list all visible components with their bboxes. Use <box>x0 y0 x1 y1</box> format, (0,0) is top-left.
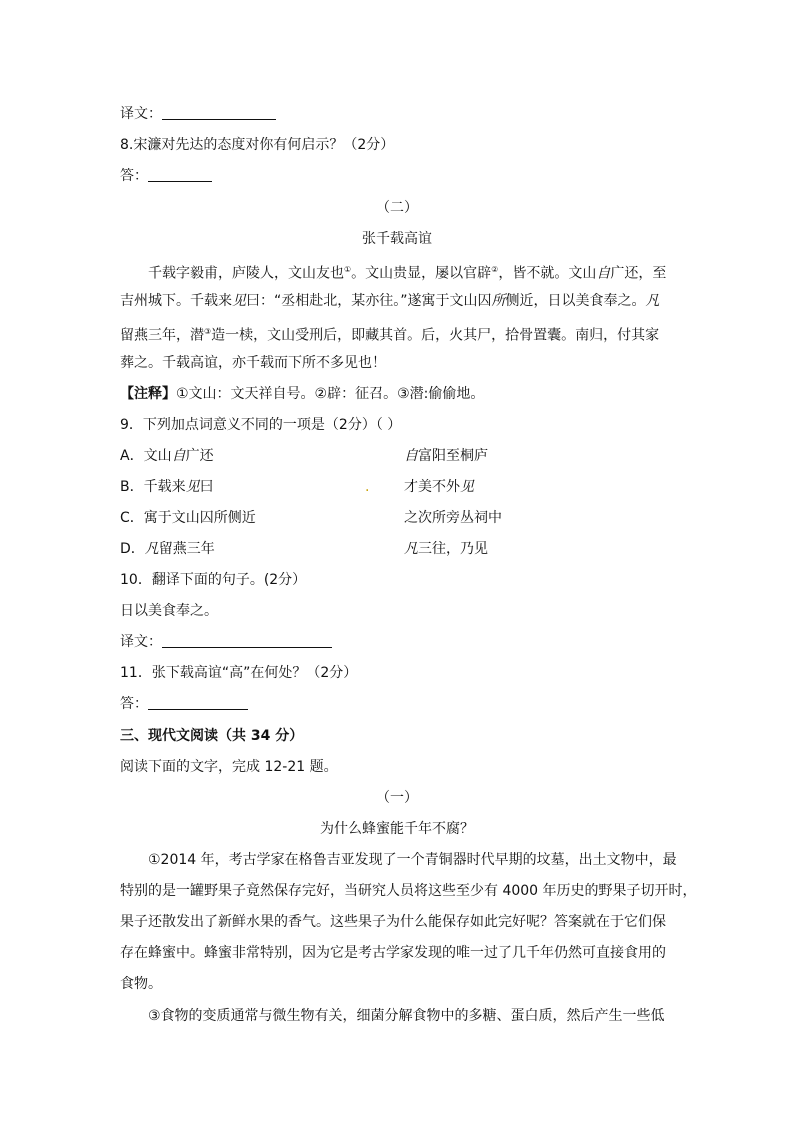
q7-answer-blank[interactable] <box>162 105 276 120</box>
q8-question: 8.宋濂对先达的态度对你有何启示？（2分） <box>120 137 395 153</box>
passage3-line-3: 果子还散发出了新鲜水果的香气。这些果子为什么能保存如此完好呢？答案就在于它们保 <box>120 914 666 930</box>
section2-title: 张千载高谊 <box>362 231 432 247</box>
passage2-line-4: 葬之。千载高谊，亦千载而下所不多见也！ <box>120 355 386 371</box>
q9-question: 9．下列加点词意义不同的一项是（2分）（ ） <box>120 417 402 433</box>
q10-question: 10．翻译下面的句子。(2分） <box>120 572 307 588</box>
q11-answer-blank[interactable] <box>148 695 248 710</box>
passage3-line-1: ①2014 年，考古学家在格鲁吉亚发现了一个青铜器时代早期的坟墓，出土文物中，最 <box>148 852 677 868</box>
q10-sentence: 日以美食奉之。 <box>120 603 218 619</box>
q9-option-a[interactable]: A．文山自广还 自富阳至桐庐 <box>120 448 488 464</box>
passage2-line-3: 留燕三年，潜③造一椟，文山受刑后，即藏其首。后，火其尸，拾骨置囊。南归，付其家 <box>120 327 660 344</box>
passage3-line-6: ③食物的变质通常与微生物有关，细菌分解食物中的多糖、蛋白质，然后产生一些低 <box>148 1008 665 1024</box>
q8-answer-label: 答： <box>120 168 148 184</box>
q9-option-d[interactable]: D．凡留燕三年 凡三往，乃见 <box>120 541 488 557</box>
section2-number: （二） <box>376 200 418 216</box>
marked-word-fan: 凡 <box>645 293 660 309</box>
marked-word-suo: 所 <box>491 293 506 309</box>
passage2-line-2: 吉州城下。千载来见曰：“丞相赴北，某亦往。”遂寓于文山囚所侧近，日以美食奉之。凡 <box>120 293 660 309</box>
q8-answer-blank[interactable] <box>148 167 212 182</box>
q10-translation-label: 译文： <box>120 634 162 650</box>
section3-number: （一） <box>376 790 418 806</box>
q7-translation-line <box>120 104 276 124</box>
section3-heading: 三、现代文阅读（共 34 分） <box>120 728 304 744</box>
passage3-line-2: 特别的是一罐野果子竟然保存完好，当研究人员将这些至少有 4000 年历史的野果子切开时， <box>120 883 697 899</box>
passage2-notes <box>120 384 484 404</box>
q10-translation-line <box>120 632 332 652</box>
marked-word-jian: 见 <box>232 293 246 309</box>
q10-answer-blank[interactable] <box>162 633 332 648</box>
q9-option-b[interactable]: B．千载来见曰 . 才美不外见 <box>120 479 474 495</box>
passage3-line-5: 食物。 <box>120 976 162 992</box>
marked-word-zi: 自 <box>596 265 611 282</box>
q11-answer-line <box>120 694 248 714</box>
passage2-line-1: 千载字毅甫，庐陵人，文山友也①。文山贵显，屡以官辟②，皆不就。文山自广还，至 <box>148 265 667 282</box>
passage3-line-4: 存在蜂蜜中。蜂蜜非常特别，因为它是考古学家发现的唯一过了几千年仍然可直接食用的 <box>120 945 666 961</box>
q7-translation-label: 译文： <box>120 106 162 122</box>
note-text: ①文山：文天祥自号。②辟：征召。③潜:偷偷地。 <box>176 386 485 402</box>
q8-answer-line <box>120 166 212 186</box>
q11-answer-label: 答： <box>120 696 148 712</box>
q11-question: 11．张下载高谊“高”在何处？（2分） <box>120 665 358 681</box>
note-label: 【注释】 <box>120 386 176 402</box>
stray-dot: . <box>365 479 370 495</box>
section3-instruction: 阅读下面的文字，完成 12-21 题。 <box>120 759 338 775</box>
section3-title: 为什么蜂蜜能千年不腐？ <box>320 821 474 837</box>
q9-option-c[interactable]: C．寓于文山囚所侧近 之次所旁丛祠中 <box>120 510 502 526</box>
